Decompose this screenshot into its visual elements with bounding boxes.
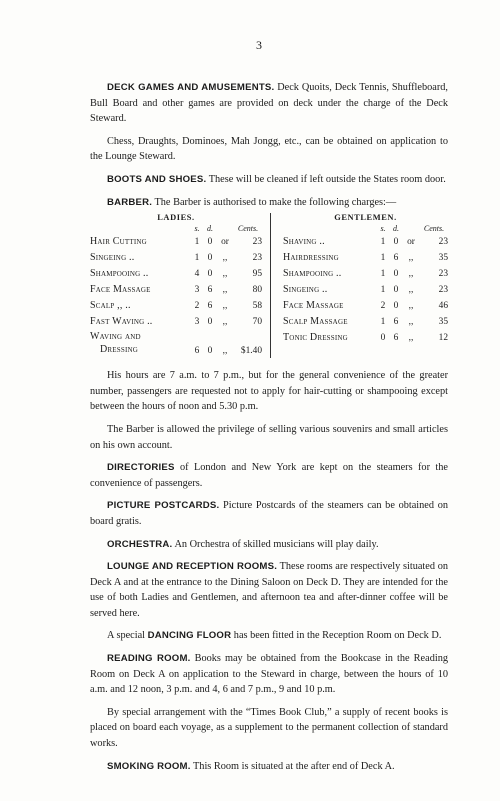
postcards-text: Picture Postcards of the steamers can be obtained on board gratis.: [90, 500, 448, 527]
table-row: [283, 282, 448, 298]
price-cents: 35: [438, 253, 448, 264]
gentlemen-column-headers: [283, 223, 448, 234]
price-separator: ,,: [408, 301, 414, 312]
ladies-col-s: s.: [194, 224, 200, 234]
boots-paragraph: [90, 172, 448, 188]
directories-heading: DIRECTORIES: [107, 462, 175, 474]
gentlemen-rows: [283, 234, 448, 346]
price-shillings: 3: [194, 317, 200, 328]
table-row: [283, 266, 448, 282]
service-name: [90, 330, 190, 356]
service-name: Tonic Dressing: [283, 332, 348, 344]
orchestra-heading: ORCHESTRA.: [107, 538, 173, 550]
orchestra-paragraph: [90, 537, 448, 553]
price-pence: 6: [393, 333, 399, 344]
gentlemen-col-cents: Cents.: [423, 224, 445, 234]
table-row: [90, 266, 262, 282]
price-separator: ,,: [408, 253, 414, 264]
price-separator: ,,: [222, 346, 228, 357]
price-separator: ,,: [408, 333, 414, 344]
price-pence: 0: [207, 269, 213, 280]
gentlemen-charges: [283, 213, 448, 358]
service-name: Scalp ,, ..: [90, 300, 131, 312]
barber-paragraph: [90, 195, 448, 211]
price-separator: ,,: [222, 301, 228, 312]
lounge-heading: LOUNGE AND RECEPTION ROOMS.: [107, 561, 278, 573]
directories-paragraph: [90, 460, 448, 491]
price-pence: 0: [207, 346, 213, 357]
price-shillings: 3: [194, 285, 200, 296]
price-pence: 6: [393, 253, 399, 264]
table-row: [283, 234, 448, 250]
price-pence: 6: [207, 285, 213, 296]
price-cents: $1.40: [240, 346, 262, 357]
price-separator: or: [221, 237, 229, 248]
service-name: Face Massage: [90, 284, 151, 296]
boots-heading: BOOTS AND SHOES.: [107, 173, 207, 185]
smoking-room-heading: SMOKING ROOM.: [107, 760, 191, 772]
price-separator: ,,: [408, 269, 414, 280]
deck-games-paragraph: [90, 80, 448, 127]
orchestra-text: An Orchestra of skilled musicians will play daily.: [172, 538, 379, 550]
price-shillings: 1: [380, 317, 386, 328]
table-row: [283, 298, 448, 314]
ladies-heading: LADIES.: [157, 213, 195, 223]
price-shillings: 1: [380, 285, 386, 296]
price-cents: 23: [252, 237, 262, 248]
service-name: Hairdressing: [283, 252, 339, 264]
price-pence: 6: [207, 301, 213, 312]
price-shillings: 2: [380, 301, 386, 312]
table-row: [283, 250, 448, 266]
price-pence: 0: [393, 269, 399, 280]
times-book-club-paragraph: By special arrangement with the “Times Book Club,” a supply of recent books is placed on board each voyage, as a supplement to the permanent collection of standard works.: [90, 706, 448, 750]
price-pence: 0: [207, 317, 213, 328]
barber-hours-paragraph: His hours are 7 a.m. to 7 p.m., but for the general convenience of the greater number, passengers are requested not to apply for hair-cutting or shampooing except between the hours of noon and 5.30 p.m.: [90, 370, 448, 413]
price-cents: 23: [252, 253, 262, 264]
gentlemen-heading: GENTLEMEN.: [334, 213, 397, 223]
ladies-charges: [90, 213, 271, 358]
price-separator: ,,: [408, 317, 414, 328]
price-cents: 95: [252, 269, 262, 280]
smoking-room-text: This Room is situated at the after end of Deck A.: [190, 760, 395, 772]
price-shillings: 1: [194, 253, 200, 264]
price-cents: 23: [438, 269, 448, 280]
price-shillings: 0: [380, 333, 386, 344]
smoking-room-paragraph: [90, 759, 448, 775]
dancing-floor-paragraph: [90, 628, 448, 644]
dancing-pre-text: A special: [107, 630, 148, 642]
service-name-line1: Waving and: [90, 331, 141, 343]
price-pence: 0: [207, 237, 213, 248]
price-shillings: 1: [380, 237, 386, 248]
price-separator: ,,: [222, 285, 228, 296]
price-shillings: 1: [380, 253, 386, 264]
table-row: [90, 234, 262, 250]
price-separator: ,,: [222, 253, 228, 264]
service-name-line2: Dressing: [100, 344, 138, 356]
price-shillings: 2: [194, 301, 200, 312]
lounge-text: These rooms are respectively situated on Deck A and at the entrance to the Dining Saloon on Deck D. They are intended for the use of both Ladies and Gentlemen, and afternoon tea and after-dinner coffee will be served here.: [90, 561, 448, 619]
service-name: Hair Cutting: [90, 236, 147, 248]
boots-text: These will be cleaned if left outside the States room door.: [206, 173, 446, 185]
postcards-paragraph: [90, 498, 448, 529]
price-separator: ,,: [408, 285, 414, 296]
price-pence: 0: [207, 253, 213, 264]
deck-games-text: Deck Quoits, Deck Tennis, Shuffleboard, Bull Board and other games are provided on deck under the charge of the Deck Steward.: [90, 82, 448, 125]
price-cents: 80: [252, 285, 262, 296]
ladies-col-cents: Cents.: [237, 224, 259, 234]
price-pence: 0: [393, 237, 399, 248]
service-name: Shampooing ..: [283, 268, 342, 280]
table-row: [90, 298, 262, 314]
service-name: Shampooing ..: [90, 268, 149, 280]
price-cents: 23: [438, 237, 448, 248]
postcards-heading: PICTURE POSTCARDS.: [107, 500, 220, 512]
price-cents: 70: [252, 317, 262, 328]
service-name: Face Massage: [283, 300, 344, 312]
price-cents: 46: [438, 301, 448, 312]
price-cents: 23: [438, 285, 448, 296]
price-pence: 0: [393, 285, 399, 296]
page-number: 3: [256, 38, 262, 52]
service-name: Fast Waving ..: [90, 316, 153, 328]
ladies-column-headers: [90, 223, 262, 234]
price-cents: 58: [252, 301, 262, 312]
gentlemen-col-s: s.: [380, 224, 386, 234]
dancing-post-text: has been fitted in the Reception Room on Deck D.: [231, 630, 442, 642]
table-row: [90, 314, 262, 330]
ladies-rows: [90, 234, 262, 358]
table-row: [90, 250, 262, 266]
reading-room-heading: READING ROOM.: [107, 653, 191, 665]
service-name: Singeing ..: [283, 284, 328, 296]
price-shillings: 1: [194, 237, 200, 248]
deck-games-heading: DECK GAMES AND AMUSEMENTS.: [107, 82, 275, 93]
price-pence: 0: [393, 301, 399, 312]
reading-room-paragraph: [90, 651, 448, 698]
price-shillings: 6: [194, 346, 200, 357]
directories-text: of London and New York are kept on the steamers for the convenience of passengers.: [90, 462, 448, 489]
service-name: Scalp Massage: [283, 316, 348, 328]
service-name: Shaving ..: [283, 236, 325, 248]
barber-souvenirs-paragraph: The Barber is allowed the privilege of selling various souvenirs and small articles on his own account.: [90, 423, 448, 451]
lounge-paragraph: [90, 559, 448, 621]
barber-charges-table: [90, 213, 448, 358]
price-pence: 6: [393, 317, 399, 328]
price-separator: ,,: [222, 269, 228, 280]
price-separator: ,,: [222, 317, 228, 328]
price-cents: 12: [438, 333, 448, 344]
price-cents: 35: [438, 317, 448, 328]
ladies-col-d: d.: [207, 224, 213, 234]
table-row: [283, 330, 448, 346]
service-name: Singeing ..: [90, 252, 135, 264]
price-shillings: 4: [194, 269, 200, 280]
price-shillings: 1: [380, 269, 386, 280]
price-separator: or: [407, 237, 415, 248]
gentlemen-col-d: d.: [393, 224, 399, 234]
dancing-floor-heading: DANCING FLOOR: [147, 630, 232, 642]
reading-room-text: Books may be obtained from the Bookcase in the Reading Room on Deck A on application to the Steward in charge, between the hours of 10 a.m. and 12 noon, 3 p.m. and 4, 6 and 7 p.m., 9 and 10 p.m.: [90, 653, 448, 696]
barber-text: The Barber is authorised to make the following charges:—: [152, 196, 397, 208]
table-row: [90, 330, 262, 358]
barber-heading: BARBER.: [107, 196, 153, 208]
table-row: [283, 314, 448, 330]
table-row: [90, 282, 262, 298]
games-equipment-paragraph: Chess, Draughts, Dominoes, Mah Jongg, etc., can be obtained on application to the Lounge Steward.: [90, 135, 448, 163]
